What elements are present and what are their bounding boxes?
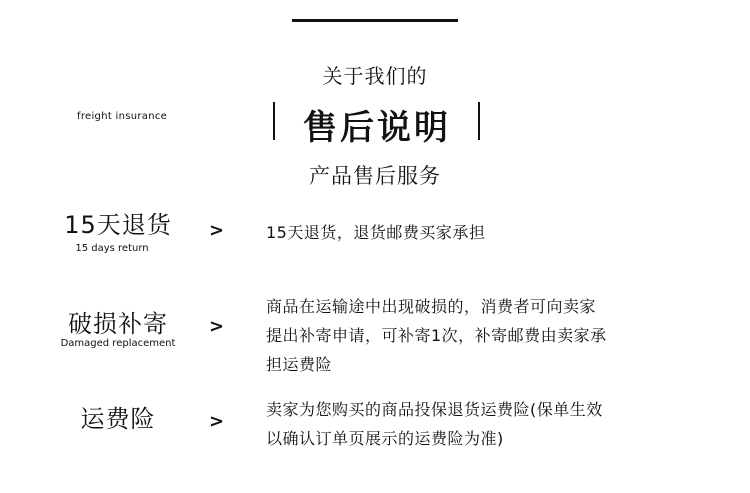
description-line: 提出补寄申请，可补寄1次，补寄邮费由卖家承 [266, 326, 607, 345]
section-title: 15天退货 [64, 211, 172, 239]
section-subtitle: 15 days return [75, 243, 149, 254]
description-line: 商品在运输途中出现破损的，消费者可向卖家 [266, 297, 597, 316]
section-title: 运费险 [80, 405, 156, 433]
page-subtitle: 产品售后服务 [309, 164, 441, 188]
chevron-right-icon: > [209, 316, 225, 337]
section-subtitle: Damaged replacement [60, 338, 176, 349]
section-description [266, 292, 706, 379]
title-right-bar [478, 102, 480, 140]
chevron-right-icon: > [209, 220, 225, 241]
description-line: 15天退货，退货邮费买家承担 [266, 223, 486, 242]
page-title: 售后说明 [303, 108, 451, 148]
chevron-right-icon: > [209, 411, 225, 432]
description-line: 以确认订单页展示的运费险为准) [266, 429, 504, 448]
title-left-bar [273, 102, 275, 140]
top-divider [292, 19, 458, 22]
section-description [266, 218, 706, 247]
description-line: 担运费险 [266, 355, 333, 374]
section-description [266, 395, 706, 453]
about-us-heading: 关于我们的 [322, 64, 428, 88]
description-line: 卖家为您购买的商品投保退货运费险(保单生效 [266, 400, 603, 419]
freight-insurance-label: freight insurance [77, 111, 168, 122]
section-title: 破损补寄 [68, 310, 168, 338]
